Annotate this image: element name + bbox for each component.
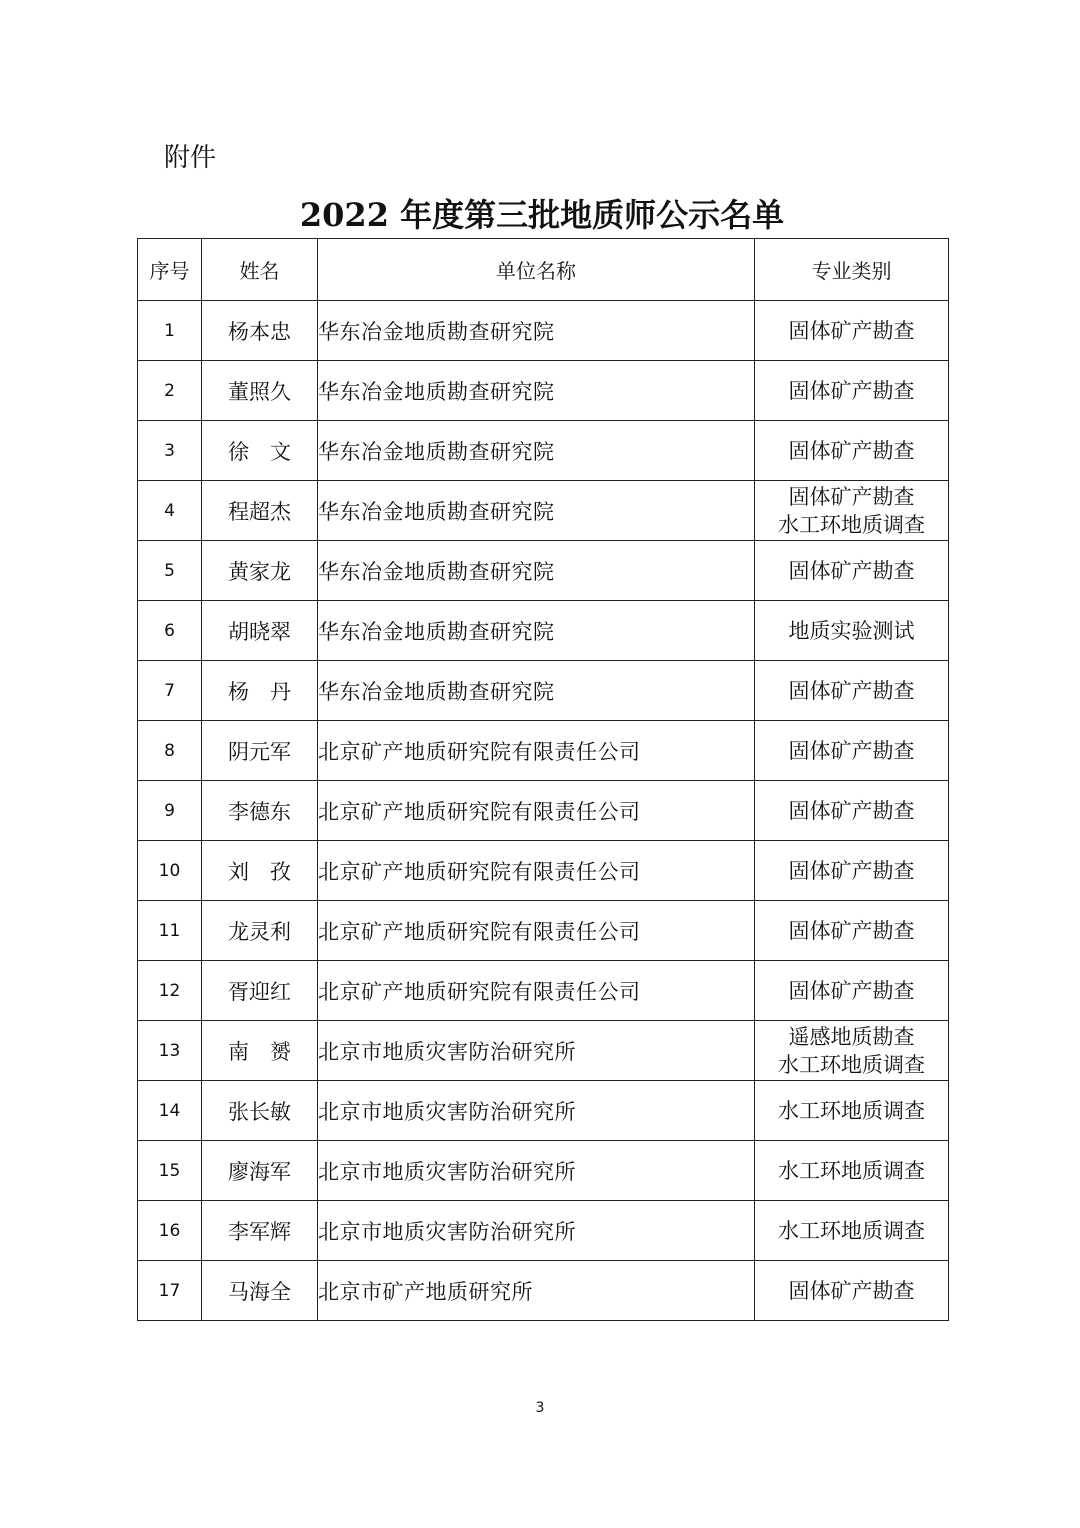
table-row (138, 961, 949, 1021)
specialty-item: 固体矿产勘查 (788, 738, 915, 763)
serial-number-cell: 9 (138, 781, 202, 841)
header-name: 姓名 (202, 239, 318, 301)
table-row (138, 541, 949, 601)
table-row (138, 421, 949, 481)
unit-name-cell: 北京市地质灾害防治研究所 (318, 1021, 755, 1081)
person-name-cell: 胡晓翠 (202, 601, 318, 661)
specialty-cell (755, 1261, 949, 1321)
table-row (138, 1201, 949, 1261)
unit-name-cell: 北京市地质灾害防治研究所 (318, 1201, 755, 1261)
serial-number-cell: 8 (138, 721, 202, 781)
serial-number-cell: 3 (138, 421, 202, 481)
person-name-cell: 龙灵利 (202, 901, 318, 961)
header-unit-name: 单位名称 (318, 239, 755, 301)
specialty-cell (755, 721, 949, 781)
specialty-item: 固体矿产勘查 (788, 318, 915, 343)
table-row (138, 661, 949, 721)
person-name-cell: 杨本忠 (202, 301, 318, 361)
unit-name-cell: 北京矿产地质研究院有限责任公司 (318, 781, 755, 841)
unit-name-cell: 北京市矿产地质研究所 (318, 1261, 755, 1321)
person-name-cell: 阴元军 (202, 721, 318, 781)
person-name-cell: 徐 文 (202, 421, 318, 481)
specialty-item: 固体矿产勘查 (788, 798, 915, 823)
table-row (138, 901, 949, 961)
specialty-item: 固体矿产勘查 (788, 558, 915, 583)
unit-name-cell: 北京矿产地质研究院有限责任公司 (318, 841, 755, 901)
unit-name-cell: 华东冶金地质勘查研究院 (318, 361, 755, 421)
specialty-item: 水工环地质调查 (778, 512, 925, 537)
person-name-cell: 刘 孜 (202, 841, 318, 901)
unit-name-cell: 北京市地质灾害防治研究所 (318, 1081, 755, 1141)
person-name-cell: 南 赟 (202, 1021, 318, 1081)
specialty-cell (755, 1081, 949, 1141)
specialty-cell (755, 601, 949, 661)
table-row (138, 361, 949, 421)
serial-number-cell: 5 (138, 541, 202, 601)
person-name-cell: 李军辉 (202, 1201, 318, 1261)
geologist-roster-table (137, 238, 949, 1321)
person-name-cell: 廖海军 (202, 1141, 318, 1201)
unit-name-cell: 北京矿产地质研究院有限责任公司 (318, 961, 755, 1021)
person-name-cell: 杨 丹 (202, 661, 318, 721)
specialty-item: 固体矿产勘查 (788, 678, 915, 703)
person-name-cell: 李德东 (202, 781, 318, 841)
specialty-cell (755, 541, 949, 601)
serial-number-cell: 17 (138, 1261, 202, 1321)
table-row (138, 781, 949, 841)
table-row (138, 301, 949, 361)
specialty-cell (755, 1201, 949, 1261)
specialty-cell (755, 901, 949, 961)
specialty-item: 水工环地质调查 (778, 1052, 925, 1077)
header-serial-number: 序号 (138, 239, 202, 301)
specialty-cell (755, 661, 949, 721)
specialty-cell (755, 421, 949, 481)
table-row (138, 1081, 949, 1141)
serial-number-cell: 6 (138, 601, 202, 661)
serial-number-cell: 16 (138, 1201, 202, 1261)
person-name-cell: 马海全 (202, 1261, 318, 1321)
specialty-item: 固体矿产勘查 (788, 858, 915, 883)
table-row (138, 481, 949, 541)
page-number: 3 (535, 1400, 545, 1416)
attachment-label: 附件 (164, 143, 217, 173)
specialty-item: 固体矿产勘查 (788, 438, 915, 463)
specialty-item: 水工环地质调查 (778, 1218, 925, 1243)
specialty-cell (755, 1021, 949, 1081)
table-row (138, 1261, 949, 1321)
specialty-cell (755, 781, 949, 841)
specialty-item: 地质实验测试 (788, 618, 915, 643)
specialty-item: 水工环地质调查 (778, 1098, 925, 1123)
header-specialty: 专业类别 (755, 239, 949, 301)
unit-name-cell: 华东冶金地质勘查研究院 (318, 601, 755, 661)
person-name-cell: 胥迎红 (202, 961, 318, 1021)
specialty-cell (755, 961, 949, 1021)
serial-number-cell: 7 (138, 661, 202, 721)
table-body (138, 301, 949, 1321)
serial-number-cell: 13 (138, 1021, 202, 1081)
unit-name-cell: 北京矿产地质研究院有限责任公司 (318, 721, 755, 781)
specialty-cell (755, 841, 949, 901)
table-row (138, 721, 949, 781)
specialty-item: 固体矿产勘查 (788, 378, 915, 403)
serial-number-cell: 2 (138, 361, 202, 421)
unit-name-cell: 华东冶金地质勘查研究院 (318, 481, 755, 541)
person-name-cell: 董照久 (202, 361, 318, 421)
person-name-cell: 程超杰 (202, 481, 318, 541)
specialty-item: 固体矿产勘查 (788, 978, 915, 1003)
specialty-item: 水工环地质调查 (778, 1158, 925, 1183)
unit-name-cell: 华东冶金地质勘查研究院 (318, 541, 755, 601)
person-name-cell: 张长敏 (202, 1081, 318, 1141)
serial-number-cell: 4 (138, 481, 202, 541)
specialty-item: 固体矿产勘查 (788, 484, 915, 509)
table-row (138, 601, 949, 661)
serial-number-cell: 14 (138, 1081, 202, 1141)
table-row (138, 1021, 949, 1081)
specialty-cell (755, 301, 949, 361)
table-header-row (138, 239, 949, 301)
person-name-cell: 黄家龙 (202, 541, 318, 601)
serial-number-cell: 15 (138, 1141, 202, 1201)
specialty-item: 固体矿产勘查 (788, 1278, 915, 1303)
unit-name-cell: 北京矿产地质研究院有限责任公司 (318, 901, 755, 961)
unit-name-cell: 华东冶金地质勘查研究院 (318, 301, 755, 361)
serial-number-cell: 10 (138, 841, 202, 901)
specialty-cell (755, 481, 949, 541)
specialty-item: 固体矿产勘查 (788, 918, 915, 943)
table-row (138, 841, 949, 901)
specialty-item: 遥感地质勘查 (788, 1024, 915, 1049)
unit-name-cell: 北京市地质灾害防治研究所 (318, 1141, 755, 1201)
unit-name-cell: 华东冶金地质勘查研究院 (318, 421, 755, 481)
specialty-cell (755, 1141, 949, 1201)
serial-number-cell: 1 (138, 301, 202, 361)
specialty-cell (755, 361, 949, 421)
serial-number-cell: 11 (138, 901, 202, 961)
table-row (138, 1141, 949, 1201)
serial-number-cell: 12 (138, 961, 202, 1021)
unit-name-cell: 华东冶金地质勘查研究院 (318, 661, 755, 721)
document-title: 2022 年度第三批地质师公示名单 (299, 196, 785, 234)
